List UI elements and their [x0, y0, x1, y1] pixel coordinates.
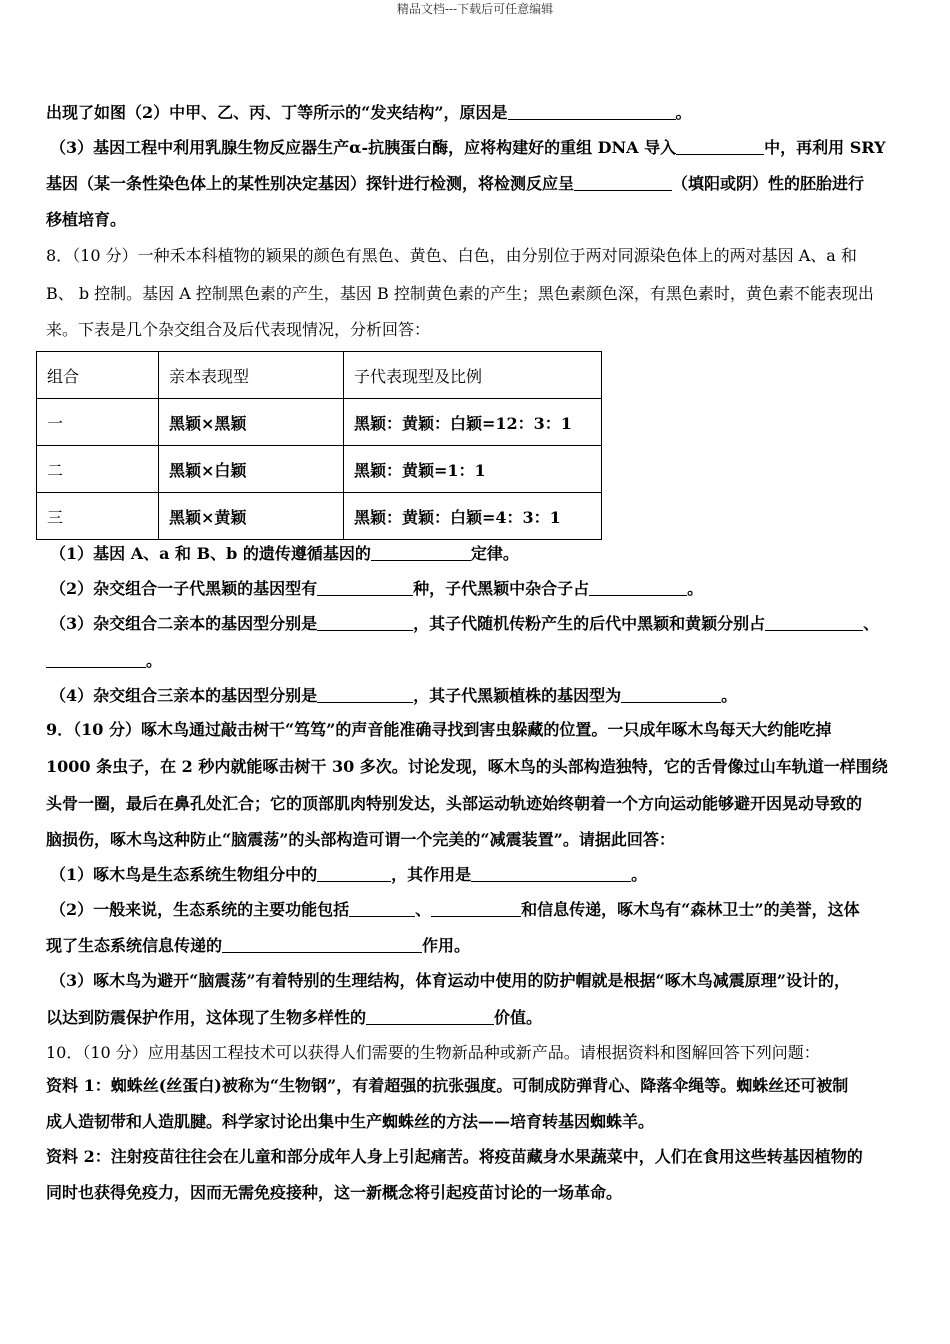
- q9-s1-end: 。: [631, 865, 648, 884]
- q8-intro-line2: B、 b 控制。基因 A 控制黑色素的产生，基因 B 控制黄色素的产生；黑色素颜色深，有黑色素时，黄色素不能表现出: [46, 284, 874, 303]
- q10-intro: 10．（10 分）应用基因工程技术可以获得人们需要的生物新品种或新产品。请根据资料和图解回答下列问题：: [46, 1043, 820, 1062]
- answer-blank[interactable]: [765, 614, 863, 631]
- q8-sub3: [50, 614, 879, 634]
- answer-blank[interactable]: [317, 579, 413, 596]
- table-cell: 三: [37, 493, 159, 540]
- q9-sub3-line1: （3）啄木鸟为避开“脑震荡”有着特别的生理结构，体育运动中使用的防护帽就是根据“啄木鸟减震原理”设计的，: [50, 971, 850, 990]
- q8-s4-end: 。: [721, 686, 738, 705]
- q7-p3-text-d: （填阳或阴）性的胚胎进行: [672, 174, 865, 193]
- q9-s1-text-b: ，其作用是: [391, 865, 472, 884]
- q8-intro-line3: 来。下表是几个杂交组合及后代表现情况，分析回答：: [46, 320, 431, 339]
- q9-s2-sep: 、: [415, 900, 432, 919]
- answer-blank[interactable]: [317, 614, 413, 631]
- answer-blank[interactable]: [317, 865, 391, 882]
- q8-s3-text-b: ，其子代随机传粉产生的后代中黑颖和黄颖分别占: [413, 614, 766, 633]
- table-row: [37, 493, 602, 540]
- q8-s1-end: 定律。: [470, 544, 519, 563]
- answer-blank[interactable]: [317, 686, 413, 703]
- q9-intro-line1: 9．（10 分）啄木鸟通过敲击树干“笃笃”的声音能准确寻找到害虫躲藏的位置。一只成年啄木鸟每天大约能吃掉: [46, 720, 832, 739]
- answer-blank[interactable]: [431, 900, 521, 917]
- q9-sub1: [50, 865, 647, 885]
- table-header-cell: 子代表现型及比例: [344, 352, 602, 399]
- answer-blank[interactable]: [46, 651, 146, 668]
- q8-sub2: [50, 579, 703, 599]
- page-header: 精品文档---下载后可任意编辑: [396, 2, 554, 16]
- answer-blank[interactable]: [676, 138, 764, 155]
- q9-intro-line4: 脑损伤，啄木鸟这种防止“脑震荡”的头部构造可谓一个完美的“减震装置”。请据此回答：: [46, 830, 675, 849]
- cross-results-table: [36, 351, 602, 540]
- answer-blank[interactable]: [371, 544, 471, 561]
- q9-intro-line3: 头骨一圈，最后在鼻孔处汇合；它的顶部肌肉特别发达，头部运动轨迹始终朝着一个方向运动能够避开因晃动导致的: [46, 794, 863, 813]
- table-header-row: [37, 352, 602, 399]
- q7-cont-text: 出现了如图（2）中甲、乙、丙、丁等所示的“发夹结构”，原因是: [46, 103, 508, 122]
- q8-s1-text: （1）基因 A、a 和 B、b 的遗传遵循基因的: [50, 544, 371, 563]
- answer-blank[interactable]: [589, 579, 687, 596]
- q7-part3-line3: 移植培育。: [46, 210, 127, 229]
- q9-sub2-cont: [46, 936, 470, 956]
- q8-intro-line1: 8．（10 分）一种禾本科植物的颖果的颜色有黑色、黄色、白色，由分别位于两对同源染色体上的两对基因 A、a 和: [46, 246, 857, 265]
- answer-blank[interactable]: [508, 103, 676, 120]
- q8-s3-end: 。: [146, 651, 163, 670]
- answer-blank[interactable]: [222, 936, 422, 953]
- table-cell: 黑颖：黄颖：白颖=4：3：1: [344, 493, 602, 540]
- q7-p3-text-b: 中，再利用 SRY: [764, 138, 886, 157]
- q7-cont-end: 。: [675, 103, 692, 122]
- table-cell: 黑颖×黑颖: [159, 399, 344, 446]
- q10-material1-line1: 资料 1：蜘蛛丝(丝蛋白)被称为“生物钢”，有着超强的抗张强度。可制成防弹背心、降落伞绳等。蜘蛛丝还可被制: [46, 1076, 849, 1095]
- q7-p3-text-c: 基因（某一条性染色体上的某性别决定基因）探针进行检测，将检测反应呈: [46, 174, 575, 193]
- table-cell: 二: [37, 446, 159, 493]
- table-cell: 黑颖×白颖: [159, 446, 344, 493]
- q7-p3-text-a: （3）基因工程中利用乳腺生物反应器生产α-抗胰蛋白酶，应将构建好的重组 DNA 导入: [50, 138, 677, 157]
- q10-material2-line2: 同时也获得免疫力，因而无需免疫接种，这一新概念将引起疫苗讨论的一场革命。: [46, 1183, 623, 1202]
- answer-blank[interactable]: [366, 1008, 494, 1025]
- q9-sub3-line2: [46, 1008, 542, 1028]
- q9-s2-text-d: 现了生态系统信息传递的: [46, 936, 223, 955]
- q9-s2-text: （2）一般来说，生态系统的主要功能包括: [50, 900, 350, 919]
- q7-part3-line1: [50, 138, 886, 158]
- table-row: [37, 399, 602, 446]
- answer-blank[interactable]: [574, 174, 672, 191]
- q9-sub2: [50, 900, 860, 920]
- q9-s2-end: 作用。: [422, 936, 471, 955]
- q10-material1-line2: 成人造韧带和人造肌腱。科学家讨论出集中生产蜘蛛丝的方法——培育转基因蜘蛛羊。: [46, 1112, 655, 1131]
- table-row: [37, 446, 602, 493]
- q8-s3-sep: 、: [863, 614, 880, 633]
- table-cell: 黑颖×黄颖: [159, 493, 344, 540]
- table-cell: 黑颖：黄颖=1：1: [344, 446, 602, 493]
- answer-blank[interactable]: [349, 900, 415, 917]
- q9-s2-text-c: 和信息传递，啄木鸟有“森林卫士”的美誉，这体: [521, 900, 860, 919]
- q10-material2-line1: 资料 2：注射疫苗往往会在儿童和部分成年人身上引起痛苦。将疫苗藏身水果蔬菜中，人们在食用这些转基因植物的: [46, 1147, 863, 1166]
- q9-s3-end: 价值。: [494, 1008, 543, 1027]
- q8-sub4: [50, 686, 737, 706]
- q8-s2-text-b: 种，子代黑颖中杂合子占: [413, 579, 590, 598]
- q7-part3-line2: [46, 174, 864, 194]
- q8-s2-text: （2）杂交组合一子代黑颖的基因型有: [50, 579, 318, 598]
- table-cell: 黑颖：黄颖：白颖=12：3：1: [344, 399, 602, 446]
- q8-s4-text-b: ，其子代黑颖植株的基因型为: [413, 686, 622, 705]
- q8-s2-end: 。: [687, 579, 704, 598]
- table-header-cell: 亲本表现型: [159, 352, 344, 399]
- answer-blank[interactable]: [471, 865, 631, 882]
- answer-blank[interactable]: [621, 686, 721, 703]
- q8-sub3-cont: [46, 651, 162, 671]
- q9-intro-line2: 1000 条虫子，在 2 秒内就能啄击树干 30 多次。讨论发现，啄木鸟的头部构造独特，它的舌骨像过山车轨道一样围绕: [46, 757, 888, 776]
- q9-s1-text: （1）啄木鸟是生态系统生物组分中的: [50, 865, 318, 884]
- q8-s3-text: （3）杂交组合二亲本的基因型分别是: [50, 614, 318, 633]
- q7-continuation: [46, 103, 692, 123]
- q9-s3-text-b: 以达到防震保护作用，这体现了生物多样性的: [46, 1008, 367, 1027]
- table-cell: 一: [37, 399, 159, 446]
- table-header-cell: 组合: [37, 352, 159, 399]
- q8-s4-text: （4）杂交组合三亲本的基因型分别是: [50, 686, 318, 705]
- q8-sub1: [50, 544, 519, 564]
